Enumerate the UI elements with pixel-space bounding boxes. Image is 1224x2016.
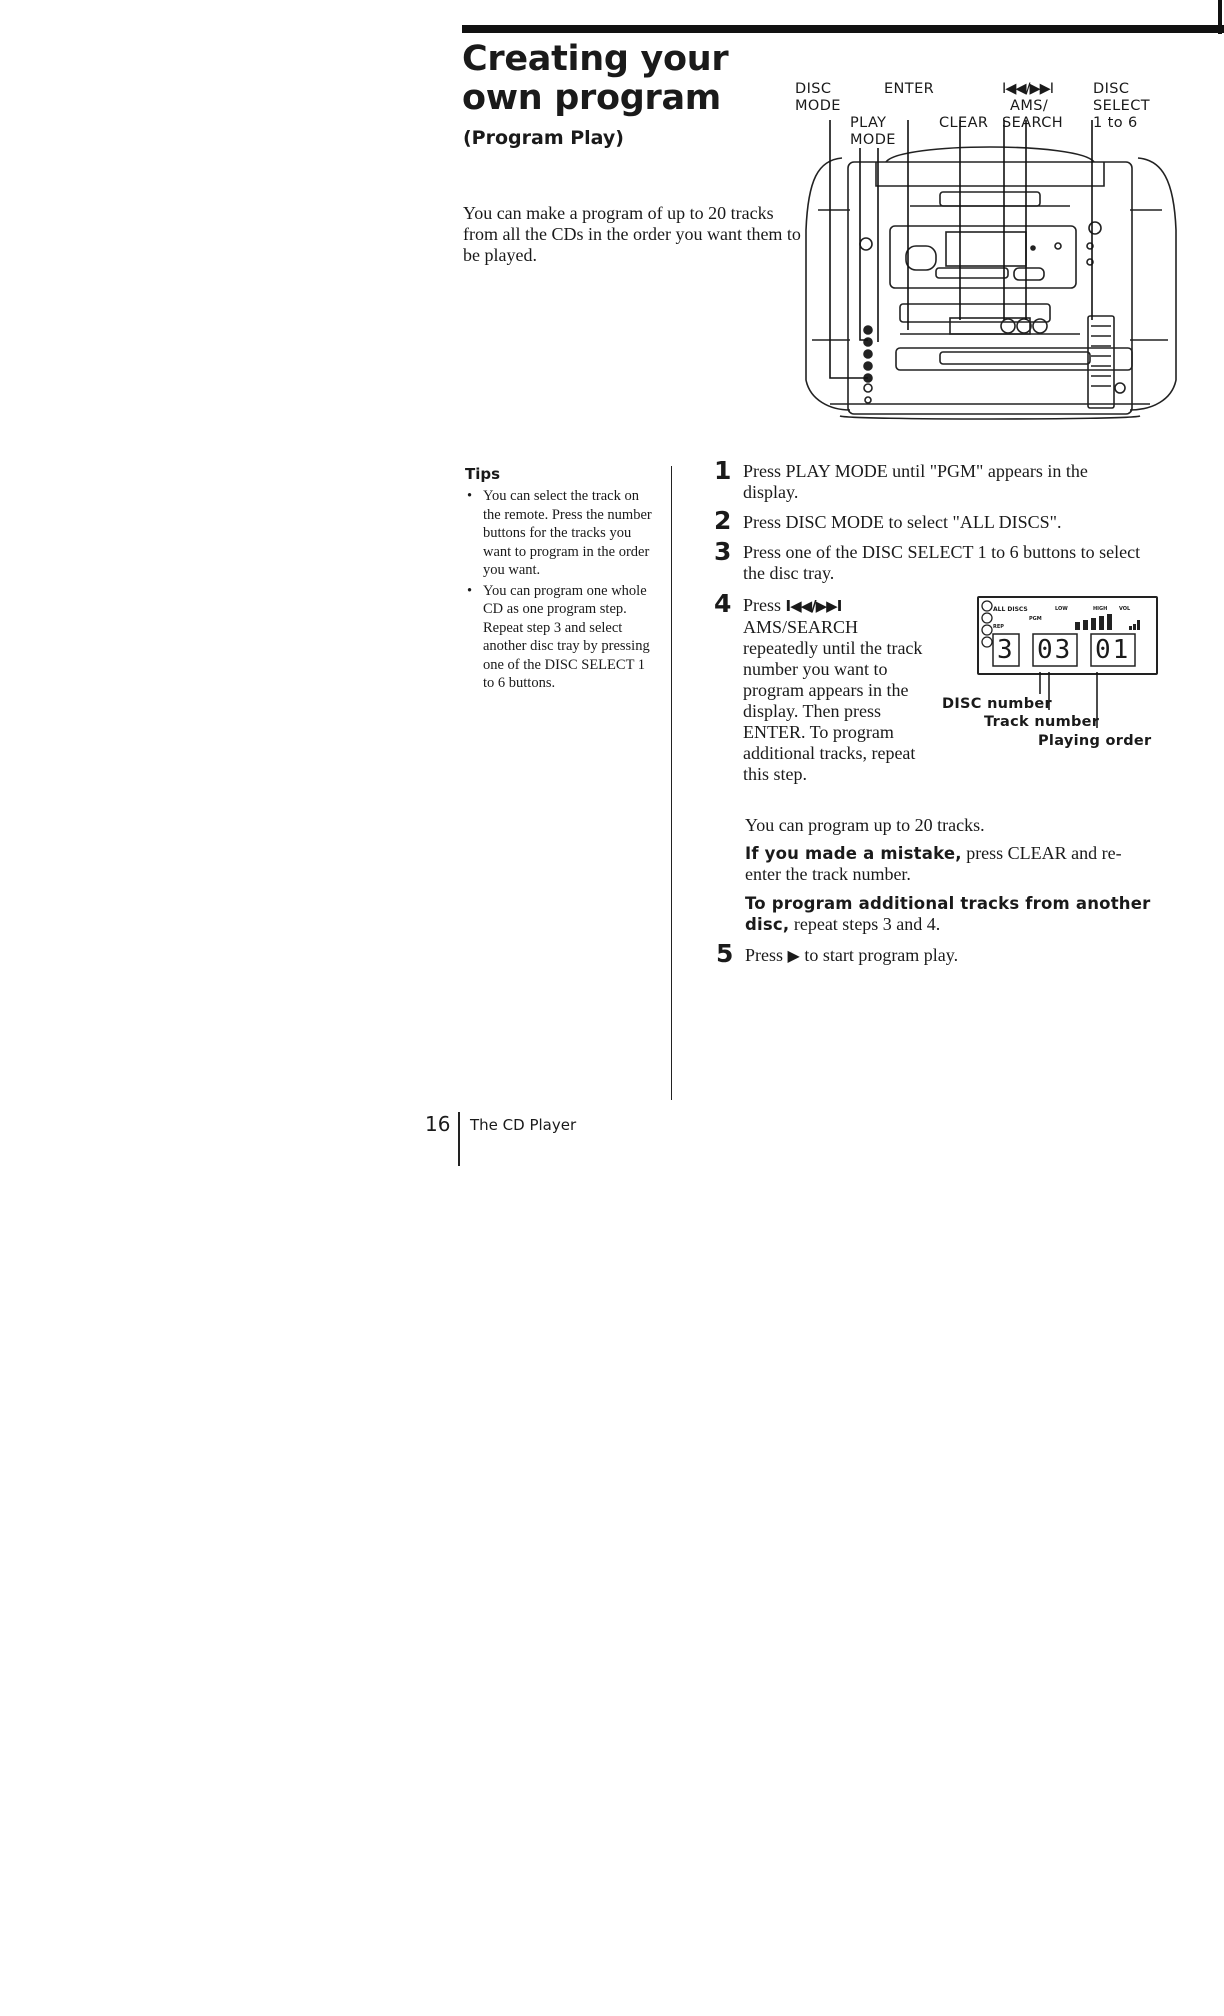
- label-play-mode-line2: MODE: [850, 132, 896, 148]
- step-4-body: AMS/SEARCH repeatedly until the track number you want to program appears in the display. Then press ENTER. To program additional tracks, repeat this step.: [743, 617, 923, 784]
- top-rule-end: [1218, 0, 1222, 34]
- label-disc-select-line1: DISC: [1093, 81, 1130, 97]
- step-3-text: Press one of the DISC SELECT 1 to 6 buttons to select the disc tray.: [743, 542, 1141, 583]
- tip-item: [465, 487, 655, 580]
- intro-paragraph: You can make a program of up to 20 tracks from all the CDs in the order you want them to be played.: [463, 203, 801, 265]
- label-enter: ENTER: [884, 81, 935, 97]
- disc-number-label: DISC number: [942, 696, 1052, 712]
- lcd-low: LOW: [1055, 606, 1068, 612]
- step-2-number: 2: [714, 506, 732, 535]
- page-subtitle: (Program Play): [463, 127, 624, 149]
- tip-item: [465, 582, 655, 693]
- note-mistake-text: press CLEAR and re-enter the track number.: [745, 843, 1122, 884]
- lcd-disc-digit: 3: [997, 635, 1013, 665]
- label-disc-select-line3: 1 to 6: [1093, 115, 1138, 131]
- step-4-text: [743, 595, 923, 785]
- tips-title: Tips: [465, 465, 501, 483]
- step-5-text: [745, 945, 1125, 967]
- label-ams-line2: SEARCH: [1002, 115, 1064, 131]
- label-disc-mode-line2: MODE: [795, 98, 841, 114]
- lcd-order-digits: 01: [1095, 635, 1131, 665]
- label-clear: CLEAR: [939, 115, 989, 131]
- title-line-1: Creating your: [462, 39, 729, 79]
- tip-item-text: You can program one whole CD as one program step.: [483, 582, 647, 617]
- label-ams-line1: AMS/: [1010, 98, 1049, 114]
- step-1-number: 1: [714, 456, 732, 485]
- lcd-high: HIGH: [1093, 606, 1108, 612]
- step-2-text: Press DISC MODE to select "ALL DISCS".: [743, 512, 1062, 532]
- tip-item-text: You can select the track on the remote. Press the number buttons for the tracks you want to program in the order you want.: [483, 488, 652, 578]
- step-4-prefix: Press: [743, 595, 782, 615]
- step-1-text: Press PLAY MODE until "PGM" appears in the display.: [743, 461, 1088, 502]
- note-another-disc: [745, 893, 1155, 935]
- ams-skip-icon: I◀◀/▶▶I: [1002, 81, 1054, 97]
- tape-door-top: [940, 192, 1040, 206]
- handle: [886, 147, 1094, 162]
- lcd-track-digits: 03: [1037, 635, 1073, 665]
- play-icon: ▶: [787, 948, 800, 965]
- note-another-bold: To program additional tracks from another disc,: [745, 894, 1151, 934]
- step-3-number: 3: [714, 537, 732, 566]
- page-number: 16: [425, 1112, 451, 1136]
- label-play-mode-line1: PLAY: [850, 115, 887, 131]
- step-5-prefix: Press: [745, 945, 784, 965]
- left-speaker: [806, 158, 850, 410]
- note-another-text: repeat steps 3 and 4.: [793, 914, 941, 934]
- button-row: [950, 318, 1030, 334]
- right-speaker: [1130, 158, 1176, 410]
- column-divider: [671, 466, 672, 1100]
- title-line-2: own program: [462, 78, 721, 118]
- tips-list: [465, 487, 655, 695]
- lcd-rep: REP: [993, 624, 1004, 630]
- track-number-label: Track number: [984, 714, 1100, 730]
- label-disc-select-line2: SELECT: [1093, 98, 1150, 114]
- note-mistake: [745, 843, 1155, 885]
- step-5-body: to start program play.: [804, 945, 959, 965]
- footer-rule: [458, 1112, 460, 1166]
- step-4-number: 4: [714, 589, 732, 618]
- display-window: [946, 232, 1026, 266]
- page-title: [462, 40, 762, 118]
- lcd-vol: VOL: [1119, 606, 1131, 612]
- tip-item-extra: Repeat step 3 and select another disc tray by pressing one of the DISC SELECT 1 to 6 buttons.: [483, 619, 650, 691]
- lcd-all-discs: ALL DISCS: [993, 606, 1028, 613]
- footer-section: The CD Player: [470, 1116, 577, 1134]
- cd-stereo-illustration: [790, 120, 1190, 430]
- step-5-number: 5: [716, 939, 734, 968]
- note-up-to: You can program up to 20 tracks.: [745, 815, 985, 835]
- ams-skip-icon: I◀◀/▶▶I: [785, 597, 842, 615]
- label-disc-mode: [795, 81, 841, 115]
- label-disc-mode-line1: DISC: [795, 81, 832, 97]
- playing-order-label: Playing order: [1038, 733, 1152, 749]
- note-mistake-bold: If you made a mistake,: [745, 844, 962, 863]
- top-rule: [462, 25, 1224, 33]
- lcd-display: [977, 596, 1158, 675]
- lcd-pgm: PGM: [1029, 616, 1042, 622]
- disc-select-buttons: [1088, 316, 1114, 408]
